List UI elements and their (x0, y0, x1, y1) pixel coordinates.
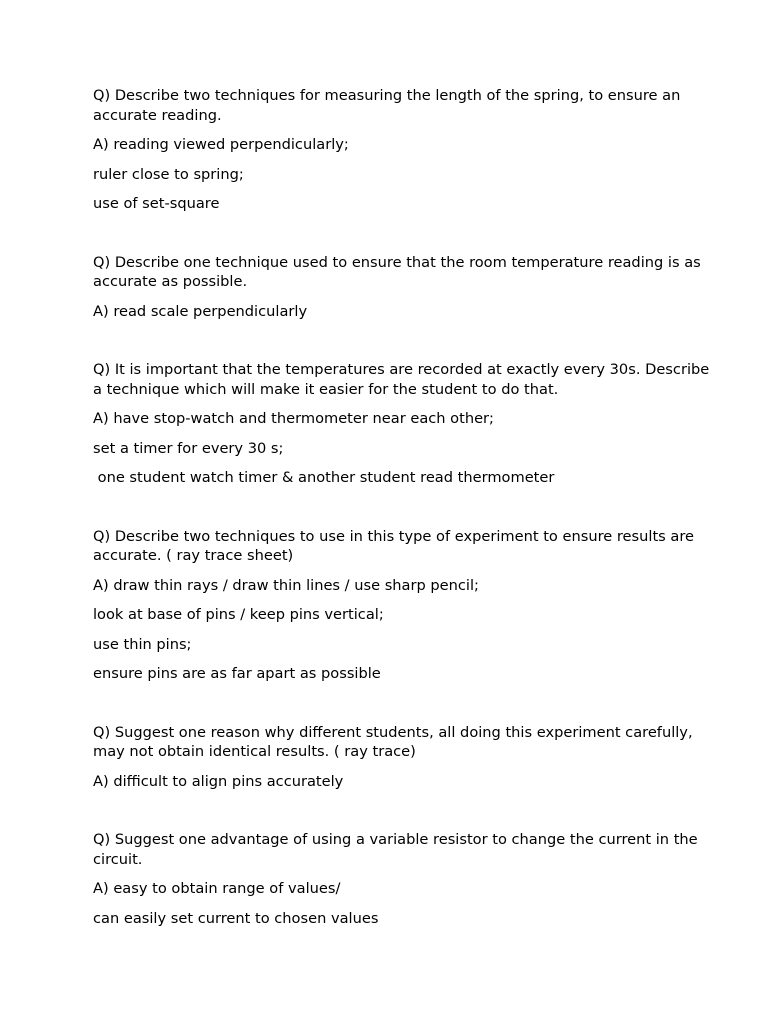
qa-block-4 (93, 527, 713, 684)
question-text: Q) Suggest one reason why different students, all doing this experiment carefully, may not obtain identical results. ( ray trace) (93, 723, 698, 760)
qa-block-2 (93, 253, 713, 322)
question-text: Q) Suggest one advantage of using a variable resistor to change the current in the circuit. (93, 831, 703, 868)
answer-line: use thin pins; (93, 635, 192, 653)
answer-line: can easily set current to chosen values (93, 909, 379, 927)
answer-line: A) have stop-watch and thermometer near each other; (93, 410, 494, 427)
answer-line: A) reading viewed perpendicularly; (93, 136, 349, 153)
document-body (93, 86, 713, 938)
answer-line: A) easy to obtain range of values/ (93, 880, 341, 897)
spacer (93, 224, 713, 253)
question-text: Q) Describe one technique used to ensure that the room temperature reading is as accurate as possible. (93, 253, 706, 290)
answer-line: A) difficult to align pins accurately (93, 772, 344, 790)
answer-line: A) draw thin rays / draw thin lines / use sharp pencil; (93, 576, 479, 594)
answer-line: ensure pins are as far apart as possible (93, 665, 381, 682)
qa-block-5 (93, 723, 713, 792)
answer-line: A) read scale perpendicularly (93, 302, 308, 320)
spacer (93, 694, 713, 723)
qa-block-6 (93, 830, 713, 928)
answer-line: set a timer for every 30 s; (93, 439, 284, 457)
qa-block-3 (93, 360, 713, 488)
question-text: Q) It is important that the temperatures are recorded at exactly every 30s. Describe a technique which will make it easier for the student to do that. (93, 361, 714, 398)
spacer (93, 331, 713, 360)
answer-line: ruler close to spring; (93, 165, 244, 183)
spacer (93, 801, 713, 830)
question-text: Q) Describe two techniques for measuring the length of the spring, to ensure an accurate reading. (93, 87, 685, 124)
answer-line: look at base of pins / keep pins vertical; (93, 606, 384, 623)
spacer (93, 498, 713, 527)
answer-line: one student watch timer & another student read thermometer (93, 469, 555, 486)
qa-block-1 (93, 86, 713, 214)
answer-line: use of set-square (93, 195, 220, 212)
question-text: Q) Describe two techniques to use in this type of experiment to ensure results are accurate. ( ray trace sheet) (93, 527, 699, 564)
